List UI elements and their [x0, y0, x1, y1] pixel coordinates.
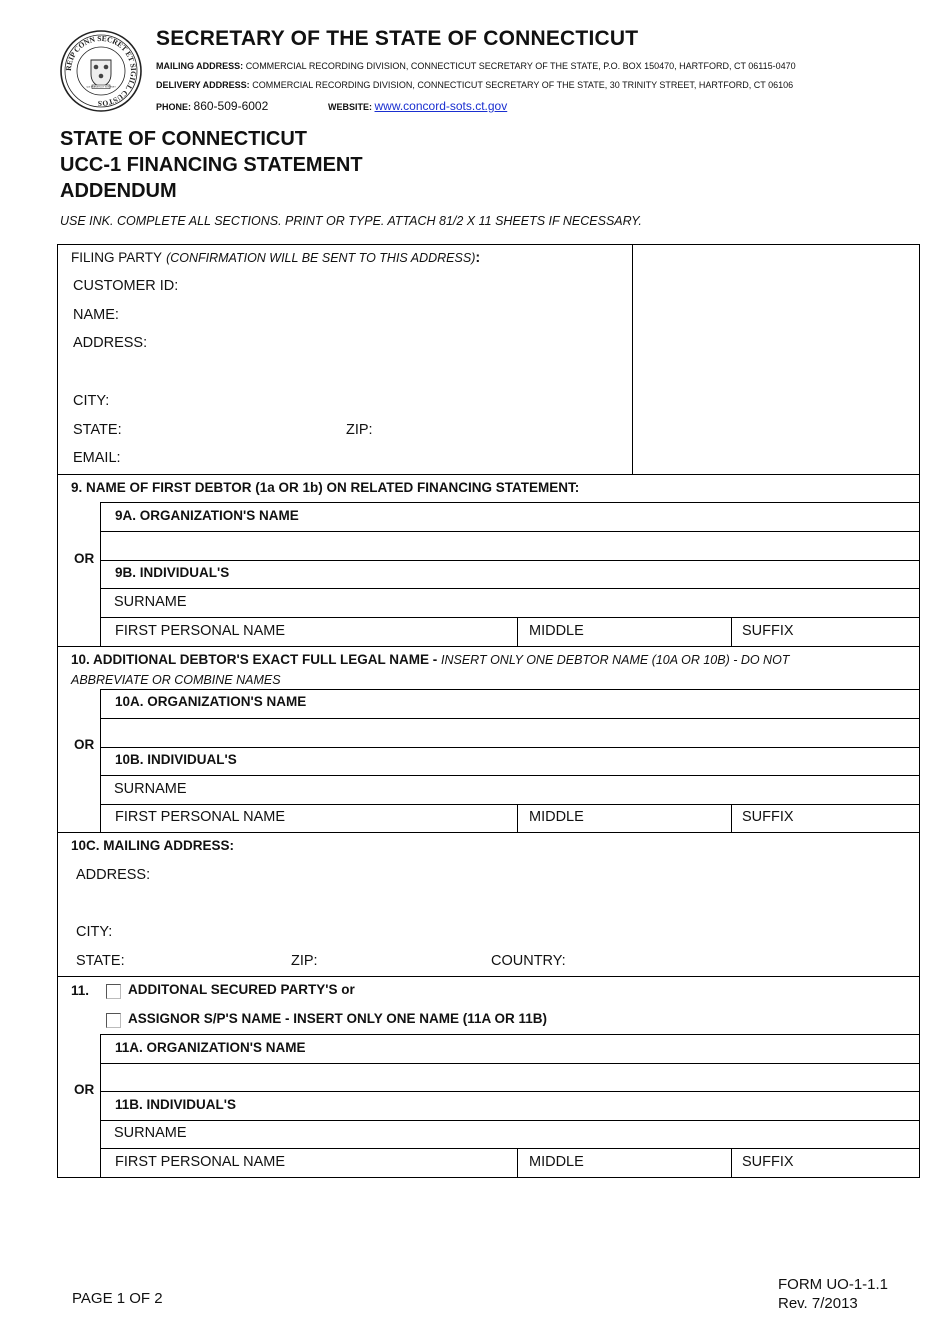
section-10-note-2: ABBREVIATE OR COMBINE NAMES [71, 673, 281, 687]
section-11-middle-field[interactable]: MIDDLE [529, 1154, 584, 1170]
assignor-label: ASSIGNOR S/P'S NAME - INSERT ONLY ONE NAME (11A OR 11B) [128, 1011, 548, 1026]
seal-motto: QUI TRANSTULIT SUSTINET [86, 86, 116, 89]
delivery-address-value: COMMERCIAL RECORDING DIVISION, CONNECTICUT SECRETARY OF THE STATE, 30 TRINITY STREET, HARTFORD, CT 06106 [252, 80, 794, 90]
mailing-address [156, 61, 796, 71]
section-11b-label: 11B. INDIVIDUAL'S [115, 1097, 236, 1112]
form-instructions: USE INK. COMPLETE ALL SECTIONS. PRINT OR TYPE. ATTACH 81/2 X 11 SHEETS IF NECESSARY. [60, 214, 642, 228]
form-title-addendum: ADDENDUM [60, 180, 177, 202]
section-10b-label: 10B. INDIVIDUAL'S [115, 752, 237, 767]
phone-value: 860-509-6002 [193, 99, 269, 113]
filing-name-field[interactable]: NAME: [73, 307, 119, 323]
section-9-heading: 9. NAME OF FIRST DEBTOR (1a OR 1b) ON RELATED FINANCING STATEMENT: [71, 480, 580, 495]
page-number: PAGE 1 OF 2 [72, 1290, 163, 1307]
filing-email-field[interactable]: EMAIL: [73, 450, 121, 466]
filing-party-title: FILING PARTY [71, 250, 163, 265]
section-9b-label: 9B. INDIVIDUAL'S [115, 565, 230, 580]
website-link[interactable]: www.concord-sots.ct.gov [374, 99, 508, 113]
section-10a-org-name-input[interactable] [101, 719, 919, 747]
agency-name: SECRETARY OF THE STATE OF CONNECTICUT [156, 27, 639, 50]
customer-id-field[interactable]: CUSTOMER ID: [73, 278, 179, 294]
section-9-suffix-field[interactable]: SUFFIX [742, 623, 794, 639]
phone-label: PHONE: [156, 102, 192, 112]
form-title-ucc: UCC-1 FINANCING STATEMENT [60, 154, 363, 176]
website-line [328, 99, 507, 113]
contact-line [156, 99, 268, 113]
section-11-number: 11. [71, 983, 90, 998]
assignor-checkbox[interactable] [106, 1013, 121, 1028]
section-10-title: 10. ADDITIONAL DEBTOR'S EXACT FULL LEGAL NAME - [71, 652, 441, 667]
delivery-address-label: DELIVERY ADDRESS: [156, 80, 250, 90]
additional-secured-party-checkbox[interactable] [106, 984, 121, 999]
section-9a-label: 9A. ORGANIZATION'S NAME [115, 508, 299, 523]
section-10-suffix-field[interactable]: SUFFIX [742, 809, 794, 825]
section-10c-country-field[interactable]: COUNTRY: [491, 953, 566, 969]
website-label: WEBSITE: [328, 102, 372, 112]
form-revision: Rev. 7/2013 [778, 1295, 858, 1312]
filing-state-field[interactable]: STATE: [73, 422, 122, 438]
additional-secured-party-label: ADDITONAL SECURED PARTY'S or [128, 982, 355, 997]
section-10-or: OR [74, 737, 95, 752]
filing-party-note: (CONFIRMATION WILL BE SENT TO THIS ADDRESS) [166, 251, 476, 265]
section-11a-label: 11A. ORGANIZATION'S NAME [115, 1040, 306, 1055]
filing-party-heading [71, 250, 480, 266]
form-number: FORM UO-1-1.1 [778, 1276, 889, 1293]
mailing-address-label: MAILING ADDRESS: [156, 61, 244, 71]
section-9-middle-field[interactable]: MIDDLE [529, 623, 584, 639]
filing-zip-field[interactable]: ZIP: [346, 422, 373, 438]
state-seal-icon [60, 30, 142, 112]
form-title-state: STATE OF CONNECTICUT [60, 128, 308, 150]
section-9-or: OR [74, 551, 95, 566]
filing-city-field[interactable]: CITY: [73, 393, 110, 409]
section-10a-label: 10A. ORGANIZATION'S NAME [115, 694, 307, 709]
section-10-middle-field[interactable]: MIDDLE [529, 809, 584, 825]
section-10-heading [71, 652, 789, 667]
section-10c-state-field[interactable]: STATE: [76, 953, 125, 969]
filing-office-use-box [633, 245, 919, 474]
section-10c-heading: 10C. MAILING ADDRESS: [71, 838, 235, 853]
section-10-note-1: INSERT ONLY ONE DEBTOR NAME (10A OR 10B) - DO NOT [440, 653, 790, 667]
section-9-surname-field[interactable]: SURNAME [114, 594, 187, 610]
section-11-suffix-field[interactable]: SUFFIX [742, 1154, 794, 1170]
section-11-surname-field[interactable]: SURNAME [114, 1125, 187, 1141]
section-9-first-name-field[interactable]: FIRST PERSONAL NAME [115, 623, 286, 639]
section-10c-address-field[interactable]: ADDRESS: [76, 867, 151, 883]
filing-address-field[interactable]: ADDRESS: [73, 335, 148, 351]
section-10c-city-field[interactable]: CITY: [76, 924, 113, 940]
delivery-address [156, 80, 793, 90]
section-10c-zip-field[interactable]: ZIP: [291, 953, 318, 969]
section-11a-org-name-input[interactable] [101, 1064, 919, 1091]
section-9a-org-name-input[interactable] [101, 532, 919, 560]
filing-party-colon: : [475, 250, 481, 266]
seal-ring-text: REIP CONN SECRET ET SIGILL CUSTOS [63, 33, 139, 109]
section-10-first-name-field[interactable]: FIRST PERSONAL NAME [115, 809, 286, 825]
section-11-first-name-field[interactable]: FIRST PERSONAL NAME [115, 1154, 286, 1170]
mailing-address-value: COMMERCIAL RECORDING DIVISION, CONNECTICUT SECRETARY OF THE STATE, P.O. BOX 150470, HARTFORD, CT 06115-0470 [245, 61, 796, 71]
section-11-or: OR [74, 1082, 95, 1097]
section-10-surname-field[interactable]: SURNAME [114, 781, 187, 797]
